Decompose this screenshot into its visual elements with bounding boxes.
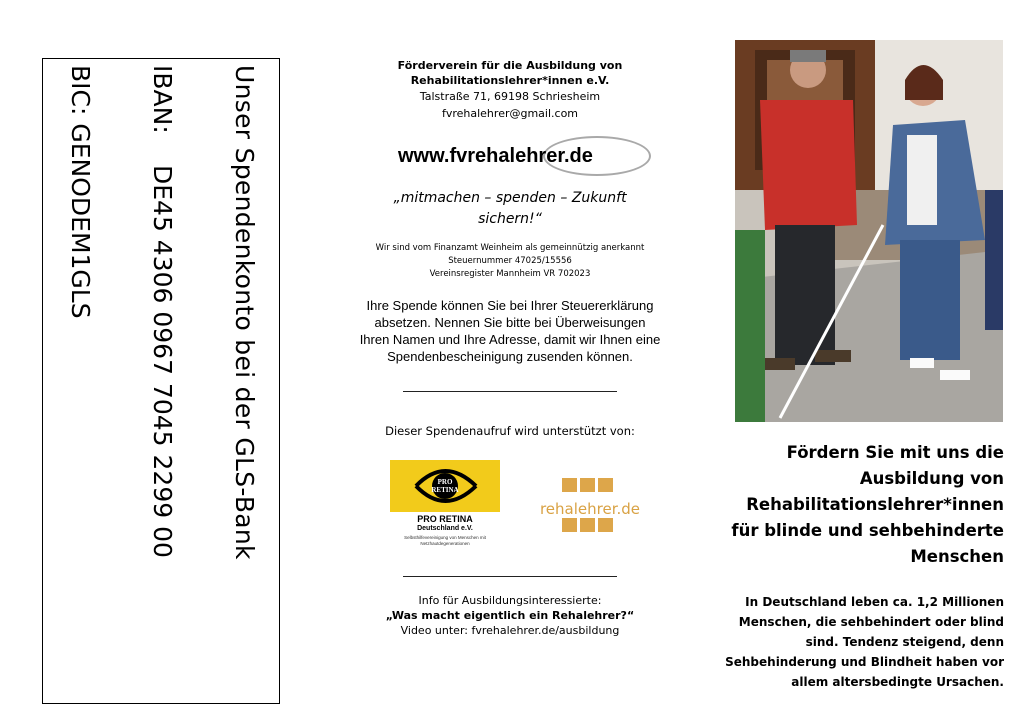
org-name-line1: Förderverein für die Ausbildung von [397,59,623,72]
logo-square [562,478,577,492]
iban-line [150,65,175,558]
bank-account-rotated-text [51,61,271,701]
tax-line3: Vereinsregister Mannheim VR 702023 [429,269,591,279]
tax-info [355,242,665,281]
pro-retina-tagline: Selbsthilfevereinigung von Menschen mit Netzhautdegenerationen [404,535,486,546]
iban-value: DE45 4306 0967 7045 2299 00 [148,165,177,558]
logo-square [562,518,577,532]
eye-icon [390,460,500,512]
org-name-line2: Rehabilitationslehrer*innen e.V. [410,74,610,87]
logo-square [598,518,613,532]
main-heading: Fördern Sie mit uns die Ausbildung von Rehabilitationslehrer*innen für blinde und sehbehinderte Menschen [731,443,1004,566]
pro-retina-badge-line1: PRO [437,478,453,486]
logo-square [580,478,595,492]
pro-retina-badge-line2: RETINA [431,486,459,494]
divider [403,576,617,577]
divider [403,391,617,392]
iban-label: IBAN: [148,65,177,134]
middle-column [355,58,665,638]
donation-text: Ihre Spende können Sie bei Ihrer Steuererklärung absetzen. Nennen Sie bitte bei Überweisungen Ihren Namen und Ihre Adresse, damit wir Ihnen eine Spendenbescheinigung zusenden können. [359,298,661,364]
pro-retina-subtitle: Deutschland e.V. [417,525,473,532]
rehalehrer-logo [530,474,650,536]
tax-line2: Steuernummer 47025/15556 [448,256,572,266]
website-logo-text: www.fvrehalehrer.de [398,145,593,167]
bank-account-box [42,58,280,704]
photo-illustration [735,40,1003,422]
logo-square [580,518,595,532]
slogan: „mitmachen – spenden – Zukunft sichern!“ [393,190,627,227]
org-address: Talstraße 71, 69198 Schriesheim [419,90,601,103]
org-name [355,58,665,88]
pro-retina-logo [390,460,500,554]
logo-square [598,478,613,492]
info-video-line: Video unter: fvrehalehrer.de/ausbildung [400,624,620,637]
bank-account-heading: Unser Spendenkonto bei der GLS-Bank [230,65,259,560]
rehalehrer-logo-text: rehalehrer.de [539,500,641,518]
pro-retina-yellow-panel [390,460,500,512]
website-logo [355,130,665,182]
tax-line1: Wir sind vom Finanzamt Weinheim als gemeinnützig anerkannt [375,243,645,253]
org-email: fvrehalehrer@gmail.com [441,107,579,120]
info-line1: Info für Ausbildungsinteressierte: [418,594,602,607]
body-text: In Deutschland leben ca. 1,2 Millionen Menschen, die sehbehindert oder blind sind. Tendenz steigend, denn Sehbehinderung und Blindheit haben vor allem altersbedingte Ursachen. [725,595,1004,689]
photo-rehabilitation-teacher-with-student [735,40,1003,422]
pro-retina-name [390,514,500,534]
supported-by-text: Dieser Spendenaufruf wird unterstützt von: [385,424,635,438]
bic-line: BIC: GENODEM1GLS [66,65,95,319]
supporter-logos [355,452,665,562]
training-info [355,593,665,638]
info-question: „Was macht eigentlich ein Rehalehrer?“ [385,609,635,622]
pro-retina-title: PRO RETINA [417,514,473,524]
